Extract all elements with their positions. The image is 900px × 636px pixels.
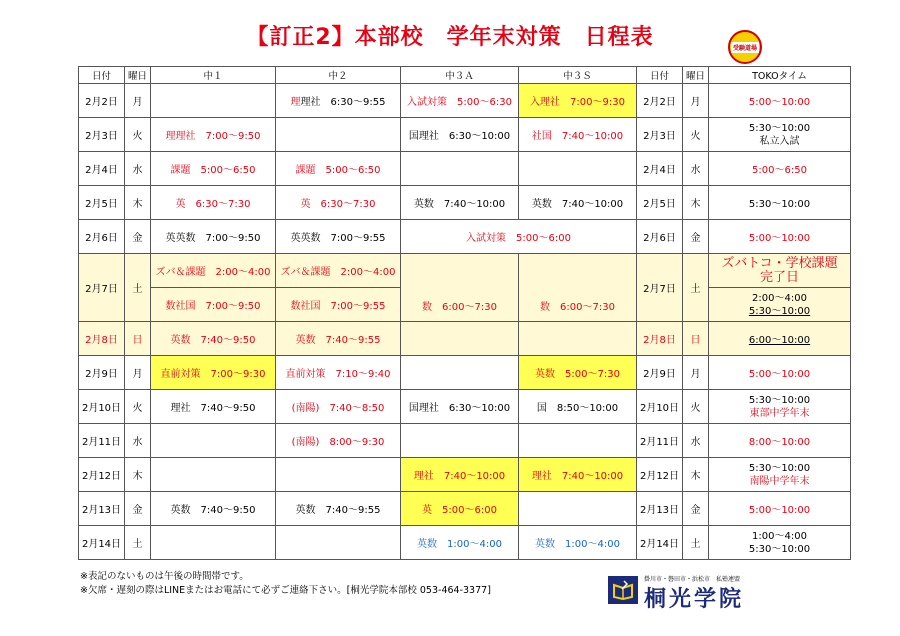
toko-cell [709,390,851,424]
grade3a-cell: 国理社 6:30～10:00 [401,390,519,424]
grade3s-cell [519,322,637,356]
toko-time: 5:30～10:00 [748,394,811,406]
badge-label: 受験道場 [731,42,759,53]
grade3-combined-cell: 入試対策 5:00～6:00 [401,220,637,254]
dow2-cell: 日 [683,322,709,356]
juken-dojo-badge-icon [728,30,762,64]
toko-cell: 5:00～10:00 [709,220,851,254]
grade3s-cell [519,152,637,186]
table-row [79,186,851,220]
dow2-cell: 火 [683,118,709,152]
grade1-cell [151,84,276,118]
grade3s-cell: 数 6:00～7:30 [519,254,637,322]
grade1-cell [151,424,276,458]
page-title: 【訂正2】本部校 学年末対策 日程表 [246,25,654,50]
table-row [79,254,851,288]
table-row [79,220,851,254]
header-grade3s: 中３Ｓ [519,67,637,84]
grade3a-cell: 英数 7:40～10:00 [401,186,519,220]
grade2-cell: 数社国 7:00～9:55 [276,288,401,322]
header-date2: 日付 [637,67,683,84]
table-row [79,356,851,390]
header-dow2: 曜日 [683,67,709,84]
dow-cell: 水 [125,424,151,458]
toko-time: 2:00～4:00 [752,292,807,304]
grade3a-cell: 入試対策 5:00～6:30 [401,84,519,118]
book-pen-icon [608,576,638,604]
grade3a-cell: 英 5:00～6:00 [401,492,519,526]
dow-cell: 金 [125,220,151,254]
grade1-cell: 直前対策 7:00～9:30 [151,356,276,390]
grade3a-cell: 英数 1:00～4:00 [401,526,519,560]
dow2-cell: 金 [683,492,709,526]
header-row [79,67,851,84]
dow2-cell: 水 [683,152,709,186]
date2-cell: 2月4日 [637,152,683,186]
schedule-table [78,66,851,560]
grade3a-cell [401,356,519,390]
date2-cell: 2月7日 [637,254,683,322]
toko-cell: 5:00～10:00 [709,356,851,390]
grade1-cell: 課題 5:00～6:50 [151,152,276,186]
grade3s-cell: 入理社 7:00～9:30 [519,84,637,118]
grade2-cell [276,84,401,118]
dow2-cell: 月 [683,84,709,118]
header-grade2: 中２ [276,67,401,84]
dow-cell: 金 [125,492,151,526]
dow-cell: 火 [125,390,151,424]
toko-event: ズバトコ・学校課題 [721,255,838,271]
toko-cell: 8:00～10:00 [709,424,851,458]
toko-cell: 5:30～10:00 [709,186,851,220]
grade2-cell: 課題 5:00～6:50 [276,152,401,186]
grade1-cell: 理理社 7:00～9:50 [151,118,276,152]
toko-cell [709,118,851,152]
grade2-cell [276,458,401,492]
grade2-cell: 英数 7:40～9:55 [276,322,401,356]
dow-cell: 水 [125,152,151,186]
dow2-cell: 金 [683,220,709,254]
date2-cell: 2月14日 [637,526,683,560]
toko-time-2: 5:30～10:00 [748,543,811,555]
dow2-cell: 火 [683,390,709,424]
date2-cell: 2月3日 [637,118,683,152]
toko-cell [709,458,851,492]
grade3s-cell: 社国 7:40～10:00 [519,118,637,152]
table-row [79,322,851,356]
grade1-cell [151,458,276,492]
toko-cell [709,526,851,560]
date-cell: 2月3日 [79,118,125,152]
grade3a-cell [401,424,519,458]
dow2-cell: 土 [683,526,709,560]
dow2-cell: 土 [683,254,709,322]
grade1-cell: 英数 7:40～9:50 [151,492,276,526]
footnote-pm: ※表記のないものは午後の時間帯です。 [80,571,249,582]
dow-cell: 木 [125,458,151,492]
date-cell: 2月11日 [79,424,125,458]
grade3a-cell [401,152,519,186]
date2-cell: 2月5日 [637,186,683,220]
toko-time: 5:30～10:00 [748,462,811,474]
grade1-cell: 数社国 7:00～9:50 [151,288,276,322]
grade1-cell: 英数 7:40～9:50 [151,322,276,356]
dow2-cell: 木 [683,186,709,220]
date-cell: 2月8日 [79,322,125,356]
toko-note: 南陽中学年末 [749,475,810,487]
header-toko: TOKOタイム [709,67,851,84]
grade3s-cell: 英数 7:40～10:00 [519,186,637,220]
date-cell: 2月6日 [79,220,125,254]
toko-cell [709,254,851,288]
grade3a-cell: 数 6:00～7:30 [401,254,519,322]
grade3s-cell: 英数 1:00～4:00 [519,526,637,560]
logo-subtitle: 掛川市・磐田市・浜松市 私塾連盟 [644,576,741,583]
table-row [79,152,851,186]
header-grade3a: 中３Ａ [401,67,519,84]
dow-cell: 火 [125,118,151,152]
date2-cell: 2月11日 [637,424,683,458]
date2-cell: 2月6日 [637,220,683,254]
date-cell: 2月9日 [79,356,125,390]
grade1-cell: 英 6:30～7:30 [151,186,276,220]
toko-time: 5:30～10:00 [748,122,811,134]
header-date: 日付 [79,67,125,84]
date-cell: 2月7日 [79,254,125,322]
header-dow: 曜日 [125,67,151,84]
grade3a-cell: 国理社 6:30～10:00 [401,118,519,152]
grade2-cell [276,118,401,152]
toko-event-sub: 完了日 [759,269,799,285]
dow-cell: 土 [125,526,151,560]
dow-cell: 木 [125,186,151,220]
table-row [79,492,851,526]
grade1-cell: 理社 7:40～9:50 [151,390,276,424]
subject-highlight: 理 [290,97,301,108]
date2-cell: 2月12日 [637,458,683,492]
grade2-cell: (南陽) 8:00～9:30 [276,424,401,458]
toko-cell: 5:00～10:00 [709,84,851,118]
grade2-cell: 英数 7:40～9:55 [276,492,401,526]
table-row [79,458,851,492]
grade2-cell [276,526,401,560]
grade3s-cell [519,492,637,526]
grade1-cell: 英英数 7:00～9:50 [151,220,276,254]
table-row [79,424,851,458]
date2-cell: 2月10日 [637,390,683,424]
date-cell: 2月14日 [79,526,125,560]
grade3s-cell: 理社 7:40～10:00 [519,458,637,492]
date-cell: 2月10日 [79,390,125,424]
grade2-cell: 直前対策 7:10～9:40 [276,356,401,390]
footnote-contact: ※欠席・遅刻の際はLINEまたはお電話にて必ずご連絡下さい。[桐光学院本部校 053-464-3377] [80,585,491,596]
dow-cell: 月 [125,356,151,390]
date-cell: 2月5日 [79,186,125,220]
dow-cell: 土 [125,254,151,322]
dow2-cell: 水 [683,424,709,458]
date2-cell: 2月2日 [637,84,683,118]
table-row [79,118,851,152]
date2-cell: 2月13日 [637,492,683,526]
header-grade1: 中１ [151,67,276,84]
grade2-cell: (南陽) 7:40～8:50 [276,390,401,424]
date-cell: 2月2日 [79,84,125,118]
toko-time: 1:00～4:00 [752,530,807,542]
dow2-cell: 木 [683,458,709,492]
logo-name: 桐光学院 [644,587,745,612]
toko-cell [709,288,851,322]
dow-cell: 日 [125,322,151,356]
grade3s-cell [519,424,637,458]
grade2-cell: ズバ＆課題 2:00～4:00 [276,254,401,288]
subject-rest: 理社 6:30～9:55 [300,97,386,108]
grade2-cell: 英 6:30～7:30 [276,186,401,220]
toko-note: 東部中学年末 [749,407,810,419]
date2-cell: 2月8日 [637,322,683,356]
date-cell: 2月13日 [79,492,125,526]
school-logo [608,574,778,610]
table-row [79,526,851,560]
date-cell: 2月4日 [79,152,125,186]
dow-cell: 月 [125,84,151,118]
grade1-cell: ズバ＆課題 2:00～4:00 [151,254,276,288]
grade2-cell: 英英数 7:00～9:55 [276,220,401,254]
table-row [79,390,851,424]
toko-note: 私立入試 [759,135,800,147]
date-cell: 2月12日 [79,458,125,492]
toko-cell: 5:00～6:50 [709,152,851,186]
date2-cell: 2月9日 [637,356,683,390]
grade1-cell [151,526,276,560]
dow2-cell: 月 [683,356,709,390]
grade3s-cell: 英数 5:00～7:30 [519,356,637,390]
grade3a-cell: 理社 7:40～10:00 [401,458,519,492]
toko-cell: 5:00～10:00 [709,492,851,526]
toko-cell: 6:00～10:00 [709,322,851,356]
grade3a-cell [401,322,519,356]
table-row [79,84,851,118]
grade3s-cell: 国 8:50～10:00 [519,390,637,424]
toko-time-2: 5:30～10:00 [748,305,811,317]
